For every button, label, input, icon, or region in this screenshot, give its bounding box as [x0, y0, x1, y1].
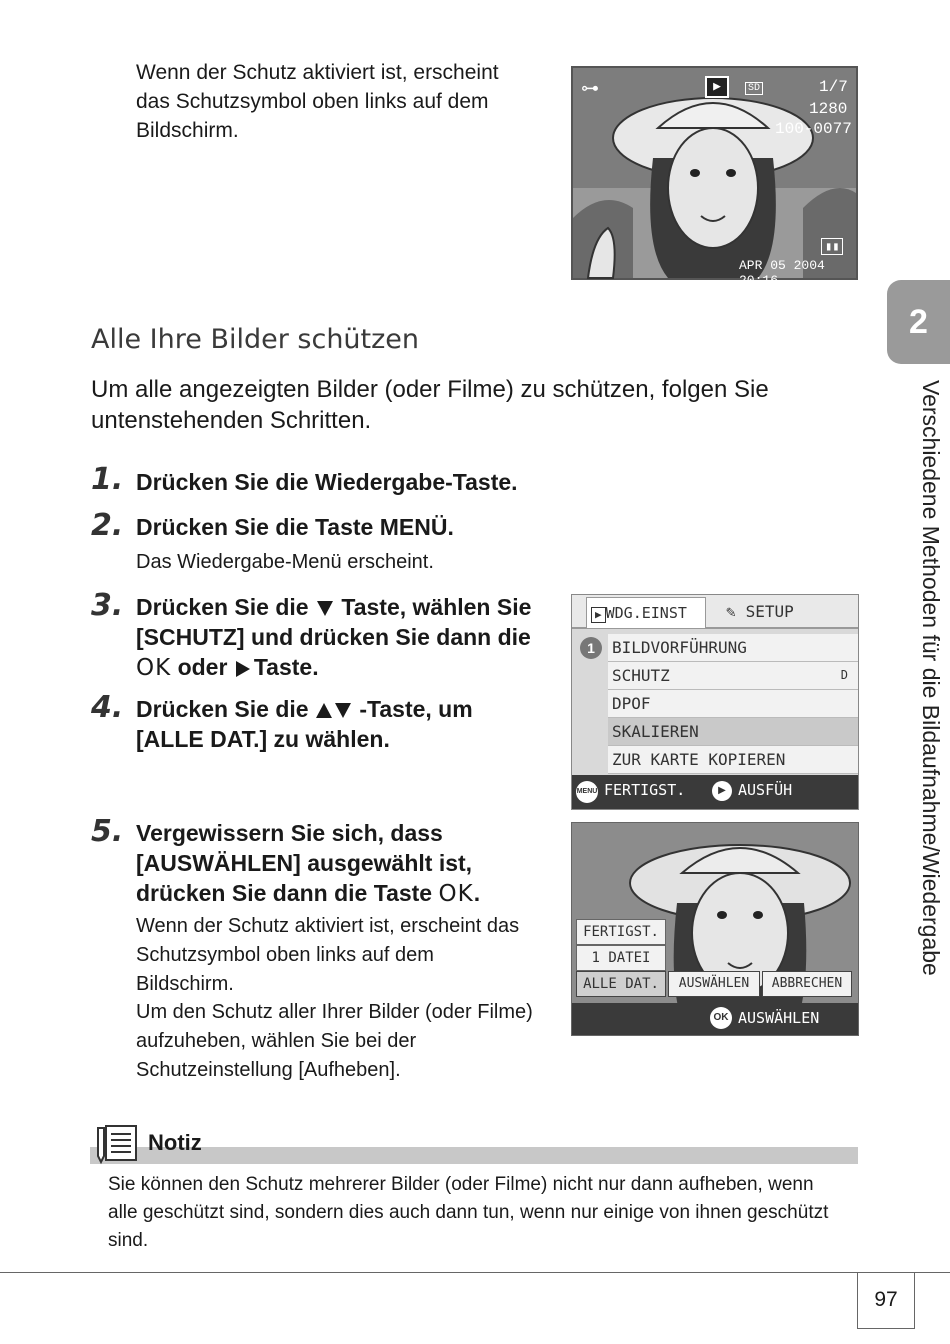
option-alle-dat[interactable]: ALLE DAT. — [576, 971, 666, 997]
footer-fertigst: FERTIGST. — [604, 781, 686, 799]
step-subtext: Wenn der Schutz aktiviert ist, erscheint das Schutzsymbol oben links auf dem Bildschirm. — [136, 915, 520, 995]
menu-item-bildvorfuehrung[interactable]: BILDVORFÜHRUNG — [608, 634, 858, 662]
right-arrow-icon — [236, 661, 250, 677]
footer-rule — [0, 1272, 950, 1273]
intro-text: Wenn der Schutz aktiviert ist, erscheint das Schutzsymbol oben links auf dem Bildschirm. — [136, 61, 499, 142]
menu-item-zur-karte-kopieren[interactable]: ZUR KARTE KOPIEREN — [608, 746, 858, 774]
date-time: APR 05 2004 20:16 — [739, 258, 825, 288]
up-arrow-icon — [316, 703, 332, 718]
footer-ausfueh: AUSFÜH — [738, 781, 793, 799]
menu-item-skalieren[interactable]: SKALIEREN — [608, 718, 858, 746]
menu-item-schutz[interactable]: SCHUTZ D — [608, 662, 858, 690]
step-number: 1. — [91, 462, 124, 497]
step-subtext: Das Wiedergabe-Menü erscheint. — [136, 551, 434, 573]
chapter-title: Verschiedene Methoden für die Bildaufnahme/Wiedergabe — [918, 380, 944, 976]
chapter-tab: 2 — [887, 280, 950, 364]
right-circle-icon: ▶ — [712, 781, 732, 801]
note-bar — [90, 1147, 858, 1164]
step-text: Drücken Sie die Wiedergabe-Taste. — [136, 469, 518, 495]
menu-item-dpof[interactable]: DPOF — [608, 690, 858, 718]
note-icon — [94, 1124, 140, 1164]
button-abbrechen[interactable]: ABBRECHEN — [762, 971, 852, 997]
step-text: Vergewissern Sie sich, dass [AUSWÄHLEN] ausgewählt ist, drücken Sie dann die Taste OK. — [136, 820, 481, 907]
tab-wdg-einst[interactable]: ▶ WDG.EINST — [586, 597, 706, 628]
play-icon: ▶ — [591, 607, 606, 623]
key-icon: ⊶ — [581, 80, 599, 100]
ok-button-icon: OK — [710, 1007, 732, 1029]
page-number: 97 — [857, 1272, 915, 1329]
wrench-icon: ✎ — [726, 602, 736, 621]
option-1-datei[interactable]: 1 DATEI — [576, 945, 666, 971]
step-text: Drücken Sie die Taste, wählen Sie [SCHUTZ] und drücken Sie dann die OK oder Taste. — [136, 594, 532, 681]
down-arrow-icon — [317, 601, 333, 616]
note-title: Notiz — [148, 1130, 202, 1155]
resolution: 1280 — [809, 100, 848, 118]
section-title: Alle Ihre Bilder schützen — [91, 324, 420, 355]
image-counter: 1/7 — [819, 78, 848, 96]
menu-screen — [571, 594, 859, 810]
tab-setup[interactable]: ✎ SETUP — [726, 602, 794, 621]
step-number: 4. — [91, 690, 124, 725]
step-number: 2. — [91, 508, 124, 543]
menu-button-icon: MENU — [576, 781, 598, 803]
option-fertigst[interactable]: FERTIGST. — [576, 919, 666, 945]
step-subtext: Um den Schutz aller Ihrer Bilder (oder Filme) aufzuheben, wählen Sie bei der Schutzeinstellung [Aufheben]. — [136, 1001, 533, 1081]
step-text: Drücken Sie die Taste MENÜ. — [136, 514, 454, 540]
card-badge: SD — [745, 82, 763, 95]
footer-auswaehlen: AUSWÄHLEN — [738, 1009, 820, 1027]
step-text: Drücken Sie die -Taste, um [ALLE DAT.] zu wählen. — [136, 696, 473, 752]
play-icon: ▶ — [705, 76, 729, 98]
battery-icon: ▮▮ — [821, 238, 843, 255]
select-screen — [571, 822, 859, 1036]
note-text: Sie können den Schutz mehrerer Bilder (oder Filme) nicht nur dann aufheben, wenn alle geschützt sind, sondern dies auch dann tun, wenn nur einige von ihnen geschützt sind. — [108, 1174, 829, 1251]
playback-screen — [571, 66, 858, 288]
submenu-arrow-icon: D — [840, 668, 848, 682]
step-number: 3. — [91, 588, 124, 623]
section-lead: Um alle angezeigten Bilder (oder Filme) zu schützen, folgen Sie untenstehenden Schritten. — [91, 376, 769, 434]
down-arrow-icon — [335, 703, 351, 718]
button-auswaehlen[interactable]: AUSWÄHLEN — [668, 971, 760, 997]
menu-page-badge: 1 — [580, 637, 602, 659]
step-number: 5. — [91, 814, 124, 849]
file-number: 100-0077 — [775, 120, 852, 138]
